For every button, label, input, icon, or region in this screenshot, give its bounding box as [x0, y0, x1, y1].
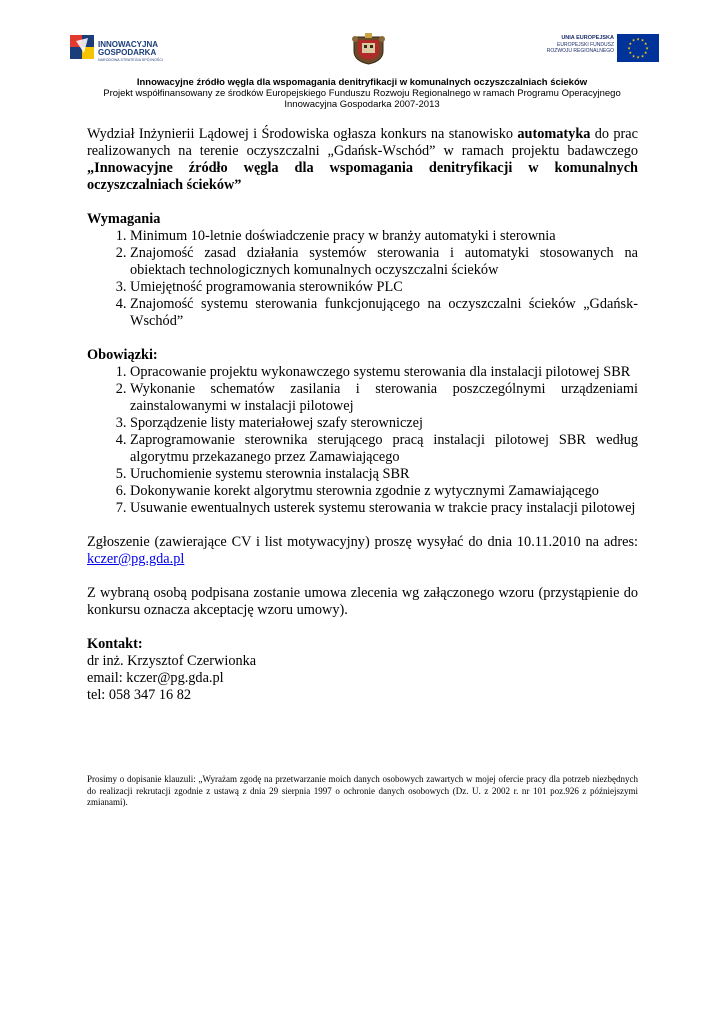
intro-text-1: Wydział Inżynierii Lądowej i Środowiska ogłasza konkurs na stanowisko [87, 126, 518, 142]
duty-item: 6. Dokonywanie korekt algorytmu sterownia zgodnie z wytycznymi Zamawiającego [130, 483, 638, 500]
eu-logo-line3: ROZWOJU REGIONALNEGO [546, 48, 614, 54]
project-title: Innowacyjne źródło węgla dla wspomagania denitryfikacji w komunalnych oczyszczalniach ścieków [136, 77, 588, 88]
svg-text:★: ★ [631, 37, 636, 43]
innowacyjna-gospodarka-logo [70, 33, 205, 65]
intro-paragraph [87, 126, 638, 194]
requirements-list [87, 228, 638, 330]
ig-logo-line1: INNOWACYJNA [98, 40, 159, 49]
contact-heading: Kontakt: [87, 636, 143, 652]
svg-text:★: ★ [643, 50, 648, 55]
svg-text:★: ★ [636, 36, 640, 42]
data-consent-footnote: Prosimy o dopisanie klauzuli: „Wyrażam zgodę na przetwarzanie moich danych osobowych zawartych w mojej ofercie pracy dla potrzeb niezbędnych do realizacji rekrutacji zgodnie z ustawą z dnia 29 sierpnia 1997 o ochronie danych osobowych (Dz. U. z 2002 r. nr 101 poz.926 z późniejszymi zmianami). [87, 774, 638, 807]
intro-text-2: do prac realizowanych na terenie oczyszczalni „Gdańsk-Wschód” w ramach projektu badawczego [87, 126, 638, 159]
svg-text:★: ★ [636, 54, 640, 60]
duty-item: 2. Wykonanie schematów zasilania i sterowania poszczególnymi urządzeniami zainstalowanymi w instalacji pilotowej [130, 381, 638, 415]
requirement-item: 3. Umiejętność programowania sterowników PLC [130, 279, 638, 296]
contact-phone: tel: 058 347 16 82 [87, 687, 192, 703]
duties-list [87, 364, 638, 517]
svg-text:★: ★ [628, 41, 633, 46]
duties-heading: Obowiązki: [87, 347, 158, 363]
eu-logo-text [542, 35, 614, 54]
svg-text:★: ★ [645, 45, 649, 51]
announcement-body [87, 126, 638, 704]
requirements-heading: Wymagania [87, 211, 161, 227]
svg-text:★: ★ [643, 41, 648, 46]
requirement-item: 4. Znajomość systemu sterowania funkcjonującego na oczyszczalni ścieków „Gdańsk-Wschód” [130, 296, 638, 330]
eu-flag-icon [617, 34, 659, 62]
university-crest-logo [350, 33, 387, 65]
duty-item: 5. Uruchomienie systemu sterownia instalacją SBR [130, 466, 638, 483]
ig-logo-line2: GOSPODARKA [98, 48, 157, 57]
application-text: Zgłoszenie (zawierające CV i list motywacyjny) proszę wysyłać do dnia 10.11.2010 na adres: [87, 534, 638, 550]
application-email-link[interactable]: kczer@pg.gda.pl [87, 551, 185, 567]
requirement-item: 2. Znajomość zasad działania systemów sterowania i automatyki stosowanych na obiektach technologicznych komunalnych oczyszczalni ścieków [130, 245, 638, 279]
eu-fund-logo [542, 33, 660, 65]
contact-name: dr inż. Krzysztof Czerwionka [87, 653, 257, 669]
ig-flag-icon [70, 35, 96, 63]
ig-logo-line3: NARODOWA STRATEGIA SPÓJNOŚCI [98, 58, 164, 62]
duty-item: 3. Sporządzenie listy materiałowej szafy sterowniczej [130, 415, 638, 432]
crest-icon [350, 33, 387, 65]
application-paragraph [87, 534, 638, 568]
contact-email: email: kczer@pg.gda.pl [87, 670, 224, 686]
svg-text:★: ★ [628, 50, 633, 55]
contract-paragraph: Z wybraną osobą podpisana zostanie umowa zlecenia wg załączonego wzoru (przystąpienie do konkursu oznacza akceptację wzoru umowy). [87, 585, 638, 618]
duty-item: 4. Zaprogramowanie sterownika sterującego pracą instalacji pilotowej SBR według algorytmu przekazanego przez Zamawiającego [130, 432, 638, 466]
duty-item: 7. Usuwanie ewentualnych usterek systemu sterowania w trakcie pracy instalacji pilotowej [130, 500, 638, 517]
intro-position: automatyka [517, 126, 591, 142]
eu-logo-line2: EUROPEJSKI FUNDUSZ [557, 42, 614, 48]
project-subtitle-line1: Projekt współfinansowany ze środków Europejskiego Funduszu Rozwoju Regionalnego w ramach Programu Operacyjnego [103, 88, 621, 99]
duty-item: 1. Opracowanie projektu wykonawczego systemu sterowania dla instalacji pilotowej SBR [130, 364, 638, 381]
intro-project-name: „Innowacyjne źródło węgla dla wspomagania denitryfikacji w komunalnych oczyszczalniach ścieków” [87, 160, 638, 193]
svg-text:★: ★ [631, 53, 636, 59]
svg-text:★: ★ [640, 37, 645, 43]
svg-text:★: ★ [627, 45, 631, 51]
svg-text:★: ★ [640, 53, 645, 59]
project-subtitle-line2: Innowacyjna Gospodarka 2007-2013 [284, 99, 440, 110]
eu-logo-line1: UNIA EUROPEJSKA [561, 35, 614, 41]
requirement-item: 1. Minimum 10-letnie doświadczenie pracy w branży automatyki i sterownia [130, 228, 638, 245]
